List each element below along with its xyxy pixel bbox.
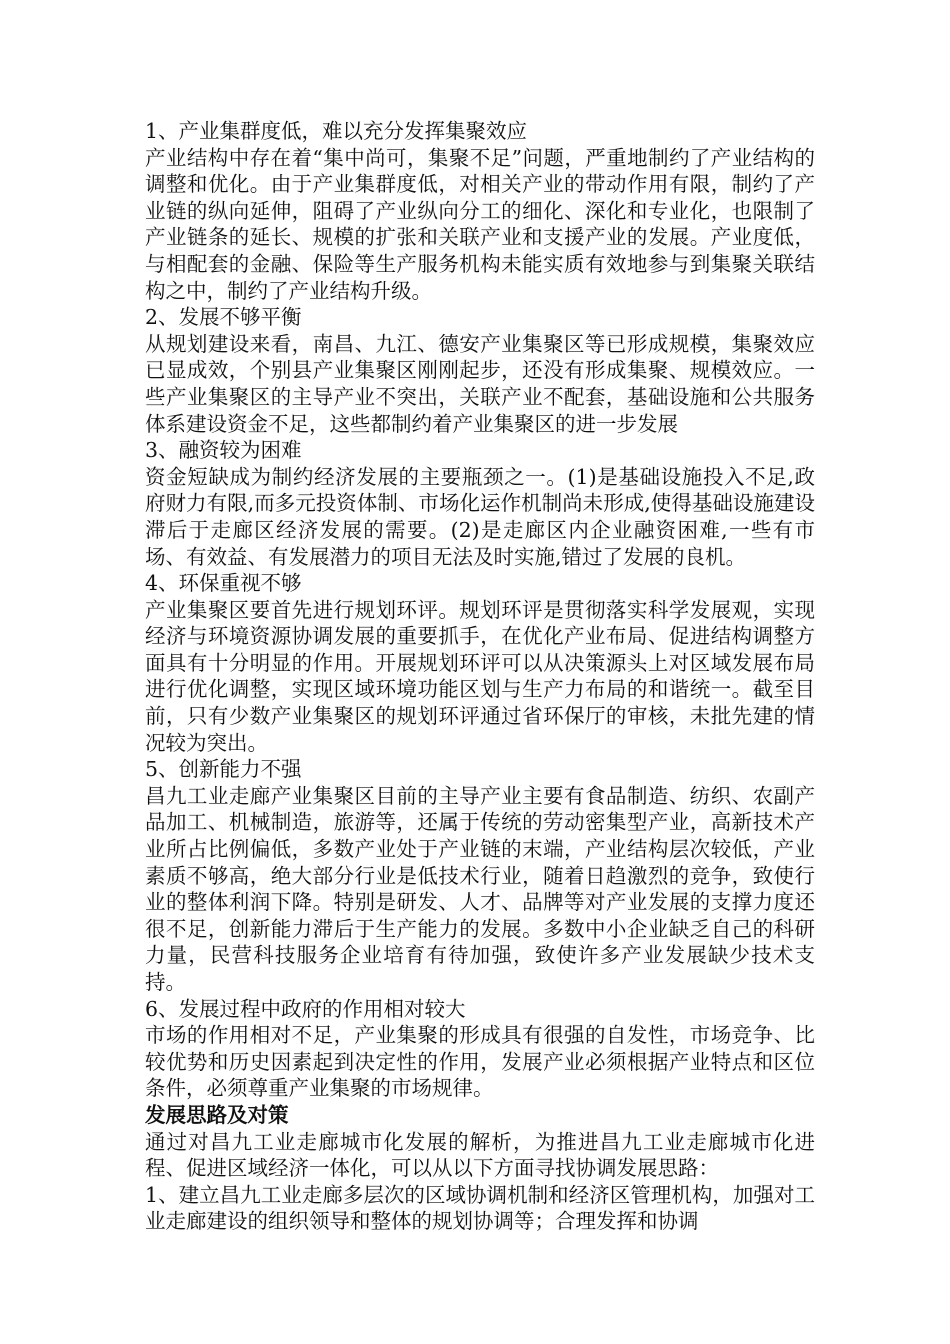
section-heading-6: 6、发展过程中政府的作用相对较大: [145, 996, 466, 1021]
section-heading-2: 2、发展不够平衡: [145, 305, 302, 330]
section-heading-1: 1、产业集群度低，难以充分发挥集聚效应: [145, 119, 528, 143]
strategy-item-1: 1、建立昌九工业走廊多层次的区域协调机制和经济区管理机构，加强对工业走廊建设的组织领导和整体的规划协调等；合理发挥和协调: [145, 1182, 815, 1234]
section-heading-3: 3、融资较为困难: [145, 438, 302, 463]
paragraph-6: 市场的作用相对不足，产业集聚的形成具有很强的自发性，市场竞争、比较优势和历史因素起到决定性的作用，发展产业必须根据产业特点和区位条件，必须尊重产业集聚的市场规律。: [145, 1023, 815, 1101]
section-heading-5: 5、创新能力不强: [145, 757, 302, 782]
section-heading-4: 4、环保重视不够: [145, 571, 302, 596]
paragraph-4: 产业集聚区要首先进行规划环评。规划环评是贯彻落实科学发展观，实现经济与环境资源协调发展的重要抓手，在优化产业布局、促进结构调整方面具有十分明显的作用。开展规划环评可以从决策源头上对区域发展布局进行优化调整，实现区域环境功能区划与生产力布局的和谐统一。截至目前，只有少数产业集聚区的规划环评通过省环保厅的审核，未批先建的情况较为突出。: [145, 597, 815, 755]
paragraph-3: 资金短缺成为制约经济发展的主要瓶颈之一。(1)是基础设施投入不足,政府财力有限,而多元投资体制、市场化运作机制尚未形成,使得基础设施建设滞后于走廊区经济发展的需要。(2)是走廊区内企业融资困难,一些有市场、有效益、有发展潜力的项目无法及时实施,错过了发展的良机。: [145, 464, 815, 569]
paragraph-1: 产业结构中存在着“集中尚可，集聚不足”问题，严重地制约了产业结构的调整和优化。由于产业集群度低，对相关产业的带动作用有限，制约了产业链的纵向延伸，阻碍了产业纵向分工的细化、深化和专业化，也限制了产业链条的延长、规模的扩张和关联产业和支援产业的发展。产业度低，与相配套的金融、保险等生产服务机构未能实质有效地参与到集聚关联结构之中，制约了产业结构升级。: [145, 145, 815, 303]
strategy-heading: 发展思路及对策: [145, 1102, 289, 1127]
paragraph-5: 昌九工业走廊产业集聚区目前的主导产业主要有食品制造、纺织、农副产品加工、机械制造，旅游等，还属于传统的劳动密集型产业，高新技术产业所占比例偏低，多数产业处于产业链的末端，产业结构层次较低，产业素质不够高，绝大部分行业是低技术行业，随着日趋激烈的竞争，致使行业的整体利润下降。特别是研发、人才、品牌等对产业发展的支撑力度还很不足，创新能力滞后于生产能力的发展。多数中小企业缺乏自己的科研力量，民营科技服务企业培育有待加强，致使许多产业发展缺少技术支持。: [145, 783, 815, 994]
paragraph-2: 从规划建设来看，南昌、九江、德安产业集聚区等已形成规模，集聚效应已显成效，个别县产业集聚区刚刚起步，还没有形成集聚、规模效应。一些产业集聚区的主导产业不突出，关联产业不配套，基础设施和公共服务体系建设资金不足，这些都制约着产业集聚区的进一步发展: [145, 331, 815, 436]
strategy-intro: 通过对昌九工业走廊城市化发展的解析，为推进昌九工业走廊城市化进程、促进区域经济一体化，可以从以下方面寻找协调发展思路：: [145, 1129, 815, 1181]
document-body: [145, 118, 815, 1235]
